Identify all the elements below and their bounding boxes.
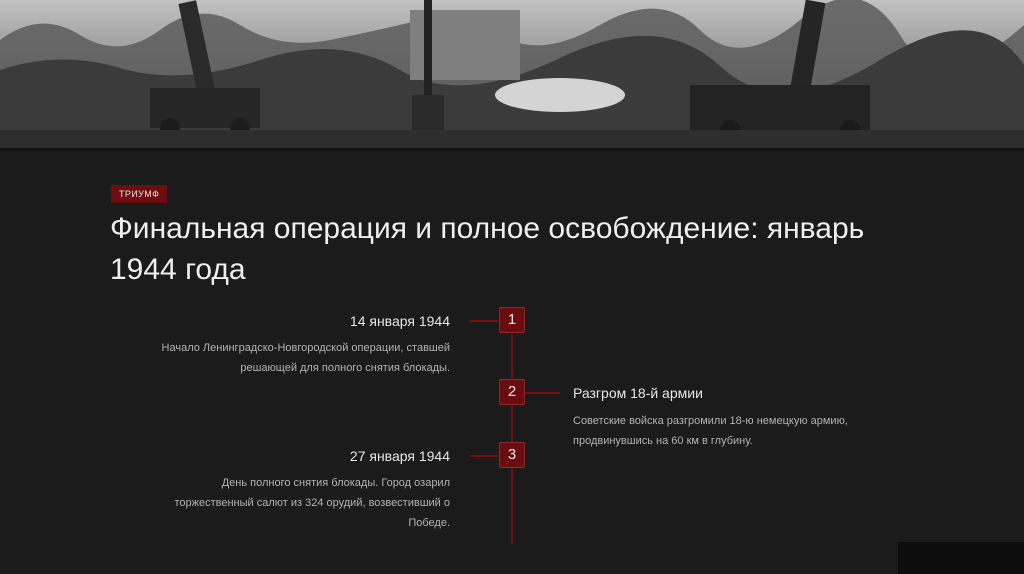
corner-overlay xyxy=(898,542,1024,574)
timeline-item-1-description: Начало Ленинградско-Новгородской операции, ставшей решающей для полного снятия блокады. xyxy=(161,342,450,374)
hero-photo xyxy=(0,0,1024,148)
timeline-item-3-date: 27 января 1944 xyxy=(349,448,450,464)
hero-divider xyxy=(0,148,1024,151)
timeline-item-3-description: День полного снятия блокады. Город озарил торжественный салют из 324 орудий, возвестивший о Победе. xyxy=(174,477,450,529)
timeline-marker-3: 3 xyxy=(499,442,525,468)
timeline-item-2-title: Разгром 18-й армии xyxy=(573,385,703,401)
timeline-marker-2: 2 xyxy=(499,379,525,405)
timeline-line xyxy=(511,334,513,544)
hero-photo-scene xyxy=(0,0,1024,148)
timeline-marker-1: 1 xyxy=(499,307,525,333)
timeline-connector-3 xyxy=(470,455,498,457)
timeline-connector-2 xyxy=(525,392,560,394)
page-title: Финальная операция и полное освобождение: январь 1944 года xyxy=(110,212,865,286)
timeline-item-1-date: 14 января 1944 xyxy=(349,313,450,329)
timeline-item-2-description: Советские войска разгромили 18-ю немецкую армию, продвинувшись на 60 км в глубину. xyxy=(573,415,848,447)
timeline-connector-1 xyxy=(470,320,498,322)
section-badge: ТРИУМФ xyxy=(111,185,167,203)
